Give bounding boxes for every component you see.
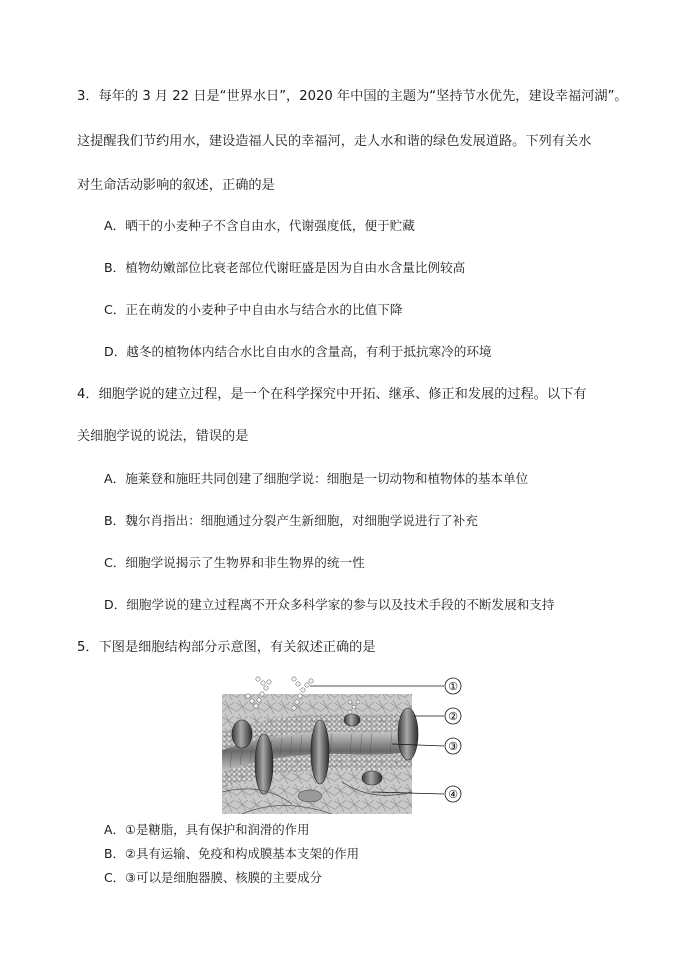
surface-protein-small	[344, 714, 360, 726]
q3-stem-line-2: 这提醒我们节约用水，建设造福人民的幸福河，走人水和谐的绿色发展道路。下列有关水	[77, 134, 592, 149]
q5-stem: 5．下图是细胞结构部分示意图，有关叙述正确的是	[77, 640, 376, 655]
q5-option-c: C．③可以是细胞器膜、核膜的主要成分	[104, 870, 323, 885]
q3-option-b: B．植物幼嫩部位比衰老部位代谢旺盛是因为自由水含量比例较高	[104, 260, 466, 275]
q3-option-c: C．正在萌发的小麦种子中自由水与结合水的比值下降	[104, 302, 403, 317]
label-3: ③	[448, 740, 458, 753]
inner-protein	[362, 771, 382, 785]
q3-stem-line-1: 3．每年的 3 月 22 日是“世界水日”，2020 年中国的主题为“坚持节水优先，建设幸福河湖”。	[77, 89, 628, 104]
q3-stem-line-3: 对生命活动影响的叙述，正确的是	[77, 178, 275, 193]
q3-option-a: A．晒干的小麦种子不含自由水，代谢强度低，便于贮藏	[104, 218, 415, 233]
q4-option-b: B．魏尔肖指出：细胞通过分裂产生新细胞，对细胞学说进行了补充	[104, 513, 478, 528]
transmembrane-protein-1	[255, 734, 273, 794]
label-2: ②	[448, 710, 458, 723]
cytoskeleton-blob	[298, 790, 322, 802]
q4-stem-line-1: 4．细胞学说的建立过程，是一个在科学探究中开拓、继承、修正和发展的过程。以下有	[77, 387, 587, 402]
q3-option-d: D．越冬的植物体内结合水比自由水的含量高，有利于抵抗寒冷的环境	[104, 344, 492, 359]
q4-option-c: C．细胞学说揭示了生物界和非生物界的统一性	[104, 555, 365, 570]
q5-option-b: B．②具有运输、免疫和构成膜基本支架的作用	[104, 846, 360, 861]
transmembrane-protein-2	[311, 720, 329, 784]
q4-stem-line-2: 关细胞学说的说法，错误的是	[77, 429, 249, 444]
q4-option-d: D．细胞学说的建立过程离不开众多科学家的参与以及技术手段的不断发展和支持	[104, 597, 555, 612]
q4-option-a: A．施莱登和施旺共同创建了细胞学说：细胞是一切动物和植物体的基本单位	[104, 471, 529, 486]
peripheral-protein-left	[232, 720, 252, 748]
q5-option-a: A．①是糖脂，具有保护和润滑的作用	[104, 822, 310, 837]
label-4: ④	[448, 788, 458, 801]
label-1: ①	[448, 680, 458, 693]
cell-membrane-diagram	[222, 672, 470, 814]
